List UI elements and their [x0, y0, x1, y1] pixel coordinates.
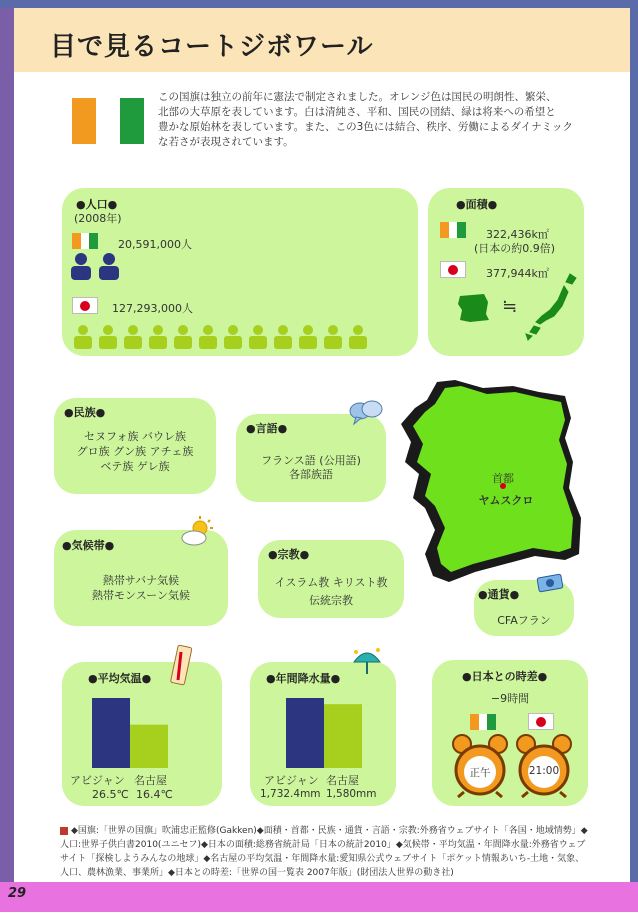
japan-flag-small — [528, 713, 554, 730]
sun-cloud-icon — [180, 516, 214, 548]
flag-description — [158, 90, 573, 150]
rainfall-bar-chart — [280, 688, 370, 770]
population-jp-people-icon — [72, 324, 372, 350]
area-approx-symbol: ≒ — [502, 296, 518, 317]
rainfall-city-ci: アビジャン — [264, 774, 319, 787]
banknote-icon — [536, 572, 566, 594]
religion-line: 伝統宗教 — [309, 594, 353, 607]
person-icon — [74, 325, 92, 349]
cote-divoire-flag-small — [440, 222, 466, 238]
language-line: 各部族語 — [289, 468, 333, 481]
area-heading: ●面積● — [456, 198, 498, 211]
temperature-heading: ●平均気温● — [88, 672, 152, 685]
person-icon — [149, 325, 167, 349]
climate-line: 熱帯サバナ気候 — [102, 574, 180, 587]
rainfall-city-jp: 名古屋 — [326, 774, 359, 787]
rainfall-value-jp: 1,580mm — [326, 788, 377, 800]
climate-heading: ●気候帯● — [62, 539, 115, 552]
person-icon — [349, 325, 367, 349]
ethnic-line: グロ族 グン族 アチェ族 — [76, 445, 194, 458]
religion-line: イスラム教 キリスト教 — [274, 576, 388, 589]
frame-top-border — [0, 0, 638, 8]
capital-name: ヤムスクロ — [478, 494, 534, 507]
thermometer-icon — [168, 644, 194, 690]
person-icon — [324, 325, 342, 349]
footnote-text: ◆国旗:「世界の国旗」吹浦忠正監修(Gakken)◆面積・首都・民族・通貨・言語・宗教:外務省ウェブサイト「各国・地域情勢」◆人口:世界子供白書2010(ユニセフ)◆日本の面積:総務省統計局「日本の統計2010」◆気候帯・平均気温・年間降水量:外務省ウェブサイト「探検しようみんなの地球」◆名古屋の平均気温・年間降水量:愛知県公式ウェブサイト「ポケット情報あいち-土地・気象、人口、農林漁業、事業所」◆日本との時差:「世界の国一覧表 2007年版」(財団法人世界の動き社) — [60, 826, 588, 878]
person-icon — [224, 325, 242, 349]
ethnic-line: セヌフォ族 バウレ族 — [84, 430, 186, 443]
cote-divoire-silhouette-icon — [456, 292, 490, 324]
population-heading: ●人口● — [76, 198, 118, 211]
source-footnote — [60, 824, 590, 880]
time-difference-heading: ●日本との時差● — [462, 670, 548, 683]
flag-description-line: この国旗は独立の前年に憲法で制定されました。オレンジ色は国民の明朗性、繁栄、 — [158, 91, 557, 103]
clock-jp-label: 21:00 — [528, 765, 560, 777]
capital-label: 首都 — [492, 472, 514, 485]
flag-description-line: な若さが表現されています。 — [158, 136, 294, 148]
currency-value: CFAフラン — [497, 614, 551, 627]
person-icon — [299, 325, 317, 349]
person-icon — [274, 325, 292, 349]
temperature-value-jp: 16.4℃ — [136, 788, 173, 801]
flag-description-line: 豊かな原始林を表しています。また、この3色には結合、秩序、労働によるダイナミック — [158, 121, 573, 133]
currency-heading: ●通貨● — [478, 588, 520, 601]
language-line: フランス語 (公用語) — [261, 454, 361, 467]
temperature-value-ci: 26.5℃ — [92, 788, 129, 801]
time-difference-value: −9時間 — [490, 692, 530, 705]
footer-white-strip — [0, 912, 638, 922]
ethnic-line: ベテ族 ゲレ族 — [100, 460, 170, 473]
footer-band — [0, 882, 638, 912]
japan-flag-small — [72, 297, 98, 314]
area-ci-value: 322,436k㎡ — [486, 228, 549, 241]
population-ci-people-icon — [68, 252, 124, 282]
temperature-bar-ci — [92, 698, 130, 768]
cote-divoire-flag — [72, 98, 144, 144]
person-icon — [99, 325, 117, 349]
clock-ci-label: 正午 — [469, 767, 491, 779]
cote-divoire-flag-small — [470, 714, 496, 730]
page-title: 目で見るコートジボワール — [50, 32, 374, 62]
umbrella-icon — [350, 644, 384, 678]
ethnic-heading: ●民族● — [64, 406, 106, 419]
japan-silhouette-icon — [522, 272, 580, 342]
religion-heading: ●宗教● — [268, 548, 310, 561]
rainfall-heading: ●年間降水量● — [266, 672, 341, 685]
page-number: 29 — [8, 886, 27, 901]
person-icon — [174, 325, 192, 349]
temperature-city-ci: アビジャン — [70, 774, 125, 787]
japan-flag-small — [440, 261, 466, 278]
population-ci-value: 20,591,000人 — [118, 238, 192, 251]
person-icon — [124, 325, 142, 349]
rainfall-bar-ci — [286, 698, 324, 768]
speech-bubbles-icon — [348, 400, 384, 426]
area-jp-value: 377,944k㎡ — [486, 267, 549, 280]
language-heading: ●言語● — [246, 422, 288, 435]
population-year: (2008年) — [74, 212, 122, 225]
population-jp-value: 127,293,000人 — [112, 302, 193, 315]
person-icon — [199, 325, 217, 349]
frame-right-border — [630, 8, 638, 882]
temperature-bar-jp — [130, 725, 168, 768]
person-icon — [249, 325, 267, 349]
rainfall-value-ci: 1,732.4mm — [260, 788, 321, 800]
frame-left-border — [0, 8, 14, 882]
footnote-marker-icon — [60, 827, 68, 835]
temperature-bar-chart — [86, 688, 176, 770]
rainfall-bar-jp — [324, 704, 362, 768]
area-ci-ratio: (日本の約0.9倍) — [474, 242, 556, 255]
flag-description-line: 北部の大草原を表しています。白は清純さ、平和、国民の団結、緑は将来への希望と — [158, 106, 556, 118]
climate-line: 熱帯モンスーン気候 — [92, 589, 190, 602]
cote-divoire-flag-small — [72, 233, 98, 249]
temperature-city-jp: 名古屋 — [134, 774, 167, 787]
